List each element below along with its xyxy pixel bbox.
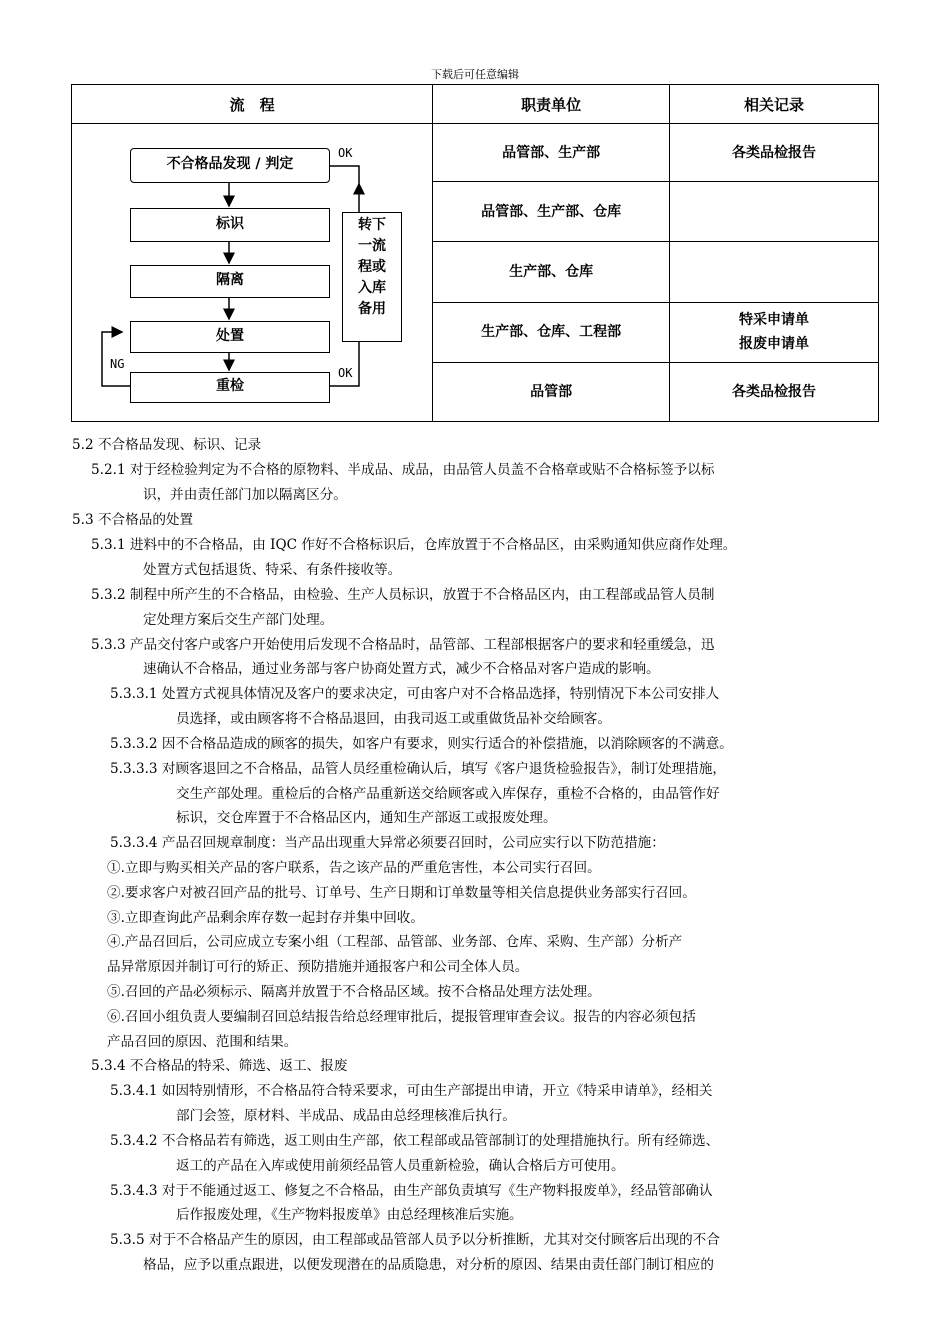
line: 部门会签，原材料、半成品、成品由总经理核准后执行。 (176, 1108, 516, 1124)
line: ④.产品召回后，公司应成立专案小组（工程部、品管部、业务部、仓库、采购、生产部）分析产 (107, 934, 683, 950)
flowchart (72, 124, 432, 421)
line: ⑥.召回小组负责人要编制召回总结报告给总经理审批后，提报管理审查会议。报告的内容必须包括 (107, 1009, 696, 1025)
line: ③.立即查询此产品剩余库存数一起封存并集中回收。 (107, 910, 424, 926)
line: 格品，应予以重点跟进，以便发现潜在的品质隐患，对分析的原因、结果由责任部门制订相应的 (143, 1257, 714, 1273)
col-header-unit: 职责单位 (433, 85, 670, 124)
line: 定处理方案后交生产部门处理。 (143, 612, 334, 628)
unit-cell-5: 品管部 (433, 362, 670, 421)
unit-cell-3: 生产部、仓库 (433, 242, 670, 302)
line: 5.3 不合格品的处置 (72, 512, 194, 528)
ng-label: NG (110, 357, 125, 371)
line: 速确认不合格品，通过业务部与客户协商处置方式，减少不合格品对客户造成的影响。 (143, 661, 660, 677)
record-cell-3 (670, 242, 879, 302)
flow-handle-box: 处置 (130, 321, 330, 353)
line: 5.3.3.3 对顾客退回之不合格品，品管人员经重检确认后，填写《客户退货检验报告》，制订处理措施， (110, 761, 727, 777)
line: ⑤.召回的产品必须标示、隔离并放置于不合格品区域。按不合格品处理方法处理。 (107, 984, 601, 1000)
line: 产品召回的原因、范围和结果。 (107, 1034, 298, 1050)
col-header-record: 相关记录 (670, 85, 879, 124)
unit-cell-1: 品管部、生产部 (433, 124, 670, 182)
flow-side-box: 转下 一流 程或 入库 备用 (342, 212, 402, 342)
line: ①.立即与购买相关产品的客户联系，告之该产品的严重危害性，本公司实行召回。 (107, 860, 601, 876)
flow-identify-box: 标识 (130, 208, 330, 242)
line: ②.要求客户对被召回产品的批号、订单号、生产日期和订单数量等相关信息提供业务部实行召回。 (107, 885, 696, 901)
record-cell-1: 各类品检报告 (670, 124, 879, 182)
line: 5.3.5 对于不合格品产生的原因，由工程部或品管部人员予以分析推断，尤其对交付顾客后出现的不合 (110, 1232, 720, 1248)
col-header-process: 流 程 (72, 85, 433, 124)
line: 5.3.3.2 因不合格品造成的顾客的损失，如客户有要求，则实行适合的补偿措施，以消除顾客的不满意。 (110, 736, 733, 752)
line: 5.2.1 对于经检验判定为不合格的原物料、半成品、成品，由品管人员盖不合格章或贴不合格标签予以标 (91, 462, 715, 478)
flow-isolate-box: 隔离 (130, 265, 330, 298)
line: 处置方式包括退货、特采、有条件接收等。 (143, 562, 402, 578)
line: 5.3.4.2 不合格品若有筛选，返工则由生产部，依工程部或品管部制订的处理措施执行。所有经筛选、 (110, 1133, 720, 1149)
line: 5.2 不合格品发现、标识、记录 (72, 437, 262, 453)
line: 员选择，或由顾客将不合格品退回，由我司返工或重做货品补交给顾客。 (176, 711, 611, 727)
line: 品异常原因并制订可行的矫正、预防措施并通报客户和公司全体人员。 (107, 959, 529, 975)
line: 5.3.2 制程中所产生的不合格品，由检验、生产人员标识，放置于不合格品区内，由工程部或品管人员制 (91, 587, 715, 603)
ok-bottom-label: OK (338, 366, 353, 380)
record-cell-5: 各类品检报告 (670, 362, 879, 421)
line: 返工的产品在入库或使用前须经品管人员重新检验，确认合格后方可使用。 (176, 1158, 625, 1174)
line: 标识，交仓库置于不合格品区内，通知生产部返工或报废处理。 (176, 810, 557, 826)
line: 5.3.4 不合格品的特采、筛选、返工、报废 (91, 1058, 348, 1074)
flowchart-cell (72, 124, 433, 422)
record-cell-4: 特采申请单 报废申请单 (670, 302, 879, 362)
process-table (71, 84, 879, 422)
line: 交生产部处理。重检后的合格产品重新送交给顾客或入库保存，重检不合格的，由品管作好 (176, 786, 720, 802)
line: 5.3.3.1 处置方式视具体情况及客户的要求决定，可由客户对不合格品选择，特别情况下本公司安排人 (110, 686, 720, 702)
unit-cell-2: 品管部、生产部、仓库 (433, 182, 670, 242)
line: 5.3.3.4 产品召回规章制度：当产品出现重大异常必须要召回时，公司应实行以下防范措施： (110, 835, 665, 851)
record-cell-2 (670, 182, 879, 242)
line: 5.3.1 进料中的不合格品，由 IQC 作好不合格标识后，仓库放置于不合格品区，由采购通知供应商作处理。 (91, 537, 737, 553)
flow-recheck-box: 重检 (130, 372, 330, 403)
unit-cell-4: 生产部、仓库、工程部 (433, 302, 670, 362)
line: 后作报废处理，《生产物料报废单》由总经理核准后实施。 (176, 1207, 523, 1223)
line: 5.3.4.3 对于不能通过返工、修复之不合格品，由生产部负责填写《生产物料报废单》，经品管部确认 (110, 1183, 713, 1199)
ok-top-label: OK (338, 146, 353, 160)
line: 5.3.4.1 如因特别情形，不合格品符合特采要求，可由生产部提出申请，开立《特采申请单》，经相关 (110, 1083, 713, 1099)
header-note: 下载后可任意编辑 (431, 68, 519, 81)
flow-start-box: 不合格品发现 / 判定 (130, 148, 330, 183)
line: 5.3.3 产品交付客户或客户开始使用后发现不合格品时，品管部、工程部根据客户的要求和轻重缓急，迅 (91, 637, 715, 653)
line: 识，并由责任部门加以隔离区分。 (143, 487, 347, 503)
